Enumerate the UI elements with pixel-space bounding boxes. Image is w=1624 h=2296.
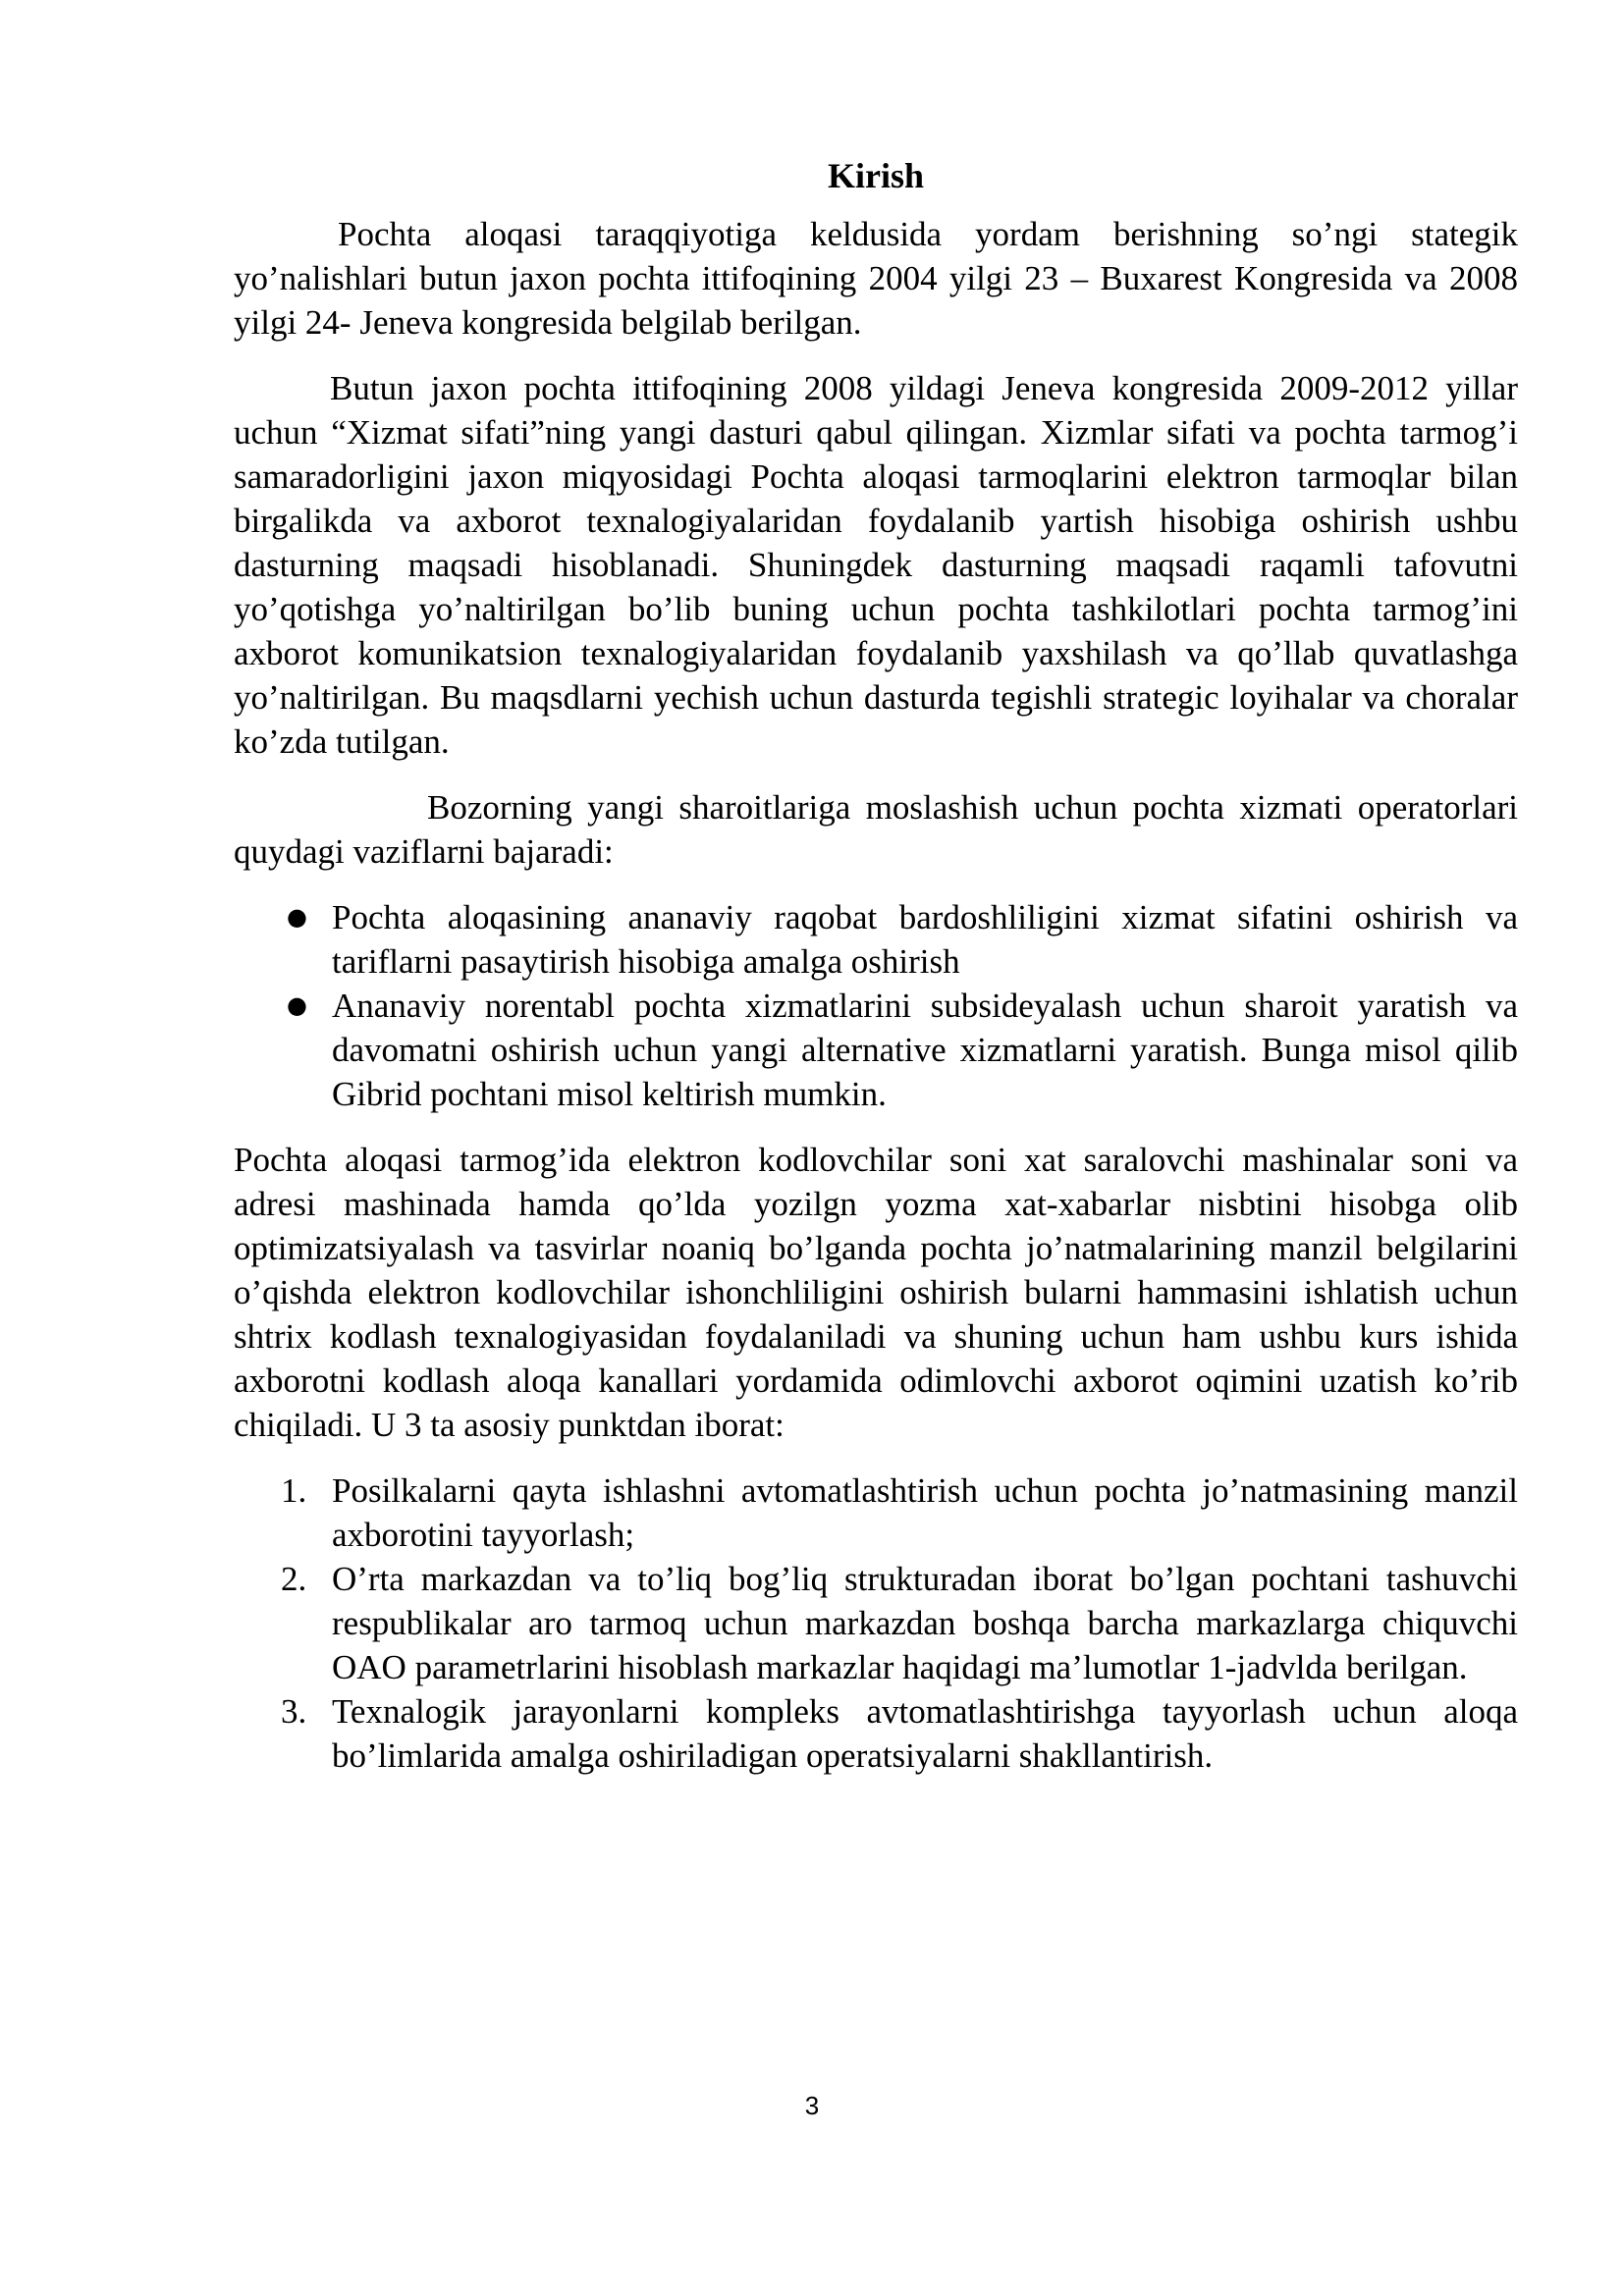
page-number: 3 xyxy=(804,2091,820,2120)
points-numbered-list xyxy=(234,1468,1518,1778)
bullet-item-text: Ananaviy norentabl pochta xizmatlarini subsideyalash uchun sharoit yaratish va davomatni oshirish uchun yangi alternative xizmatlarni yaratish. Bunga misol qilib Gibrid pochtani misol keltirish mumkin. xyxy=(332,987,1518,1113)
numbered-item xyxy=(281,1689,1518,1778)
coding-paragraph: Pochta aloqasi tarmog’ida elektron kodlovchilar soni xat saralovchi mashinalar soni va adresi mashinada hamda qo’lda yozilgn yozma xat-xabarlar nisbtini hisobga olib optimizatsiyalash va tasvirlar noaniq bo’lganda pochta jo’natmalarining manzil belgilarini o’qishda elektron kodlovchilar ishonchliligini oshirish bularni hammasini ishlatish uchun shtrix kodlash texnalogiyasidan foydalaniladi va shuning uchun ham ushbu kurs ishida axborotni kodlash aloqa kanallari yordamida odimlovchi axborot oqimini uzatish ko’rib chiqiladi. U 3 ta asosiy punktdan iborat: xyxy=(234,1141,1518,1444)
numbered-item-text: O’rta markazdan va to’liq bog’liq strukturadan iborat bo’lgan pochtani tashuvchi respublikalar aro tarmoq uchun markazdan boshqa barcha markazlarga chiquvchi OAO parametrlarini hisoblash markazlar haqidagi ma’lumotlar 1-jadvlda berilgan. xyxy=(332,1560,1518,1686)
numbered-item xyxy=(281,1468,1518,1557)
numbered-item-text: Texnalogik jarayonlarni kompleks avtomatlashtirishga tayyorlash uchun aloqa bo’limlarida amalga oshiriladigan operatsiyalarni shakllantirish. xyxy=(332,1692,1518,1775)
document-page xyxy=(234,147,1518,1778)
document-title: Kirish xyxy=(827,156,924,195)
item-number: 2. xyxy=(281,1560,307,1598)
numbered-item xyxy=(281,1557,1518,1689)
item-number: 1. xyxy=(281,1471,307,1510)
market-paragraph: Bozorning yangi sharoitlariga moslashish uchun pochta xizmati operatorlari quydagi vaziflarni bajaradi: xyxy=(234,788,1518,871)
item-number: 3. xyxy=(281,1692,307,1731)
bullet-icon: ● xyxy=(287,991,307,1019)
bullet-icon: ● xyxy=(287,903,307,931)
bullet-item-text: Pochta aloqasining ananaviy raqobat bardoshliligini xizmat sifatini oshirish va tariflarni pasaytirish hisobiga amalga oshirish xyxy=(332,898,1518,981)
bullet-item xyxy=(287,895,1518,984)
congress-paragraph: Butun jaxon pochta ittifoqining 2008 yildagi Jeneva kongresida 2009-2012 yillar uchun “Xizmat sifati”ning yangi dasturi qabul qilingan. Xizmlar sifati va pochta tarmog’i samaradorligini jaxon miqyosidagi Pochta aloqasi tarmoqlarini elektron tarmoqlar bilan birgalikda va axborot texnalogiyalaridan foydalanib yartish hisobiga oshirish ushbu dasturning maqsadi hisoblanadi. Shuningdek dasturning maqsadi raqamli tafovutni yo’qotishga yo’naltirilgan bo’lib buning uchun pochta tashkilotlari pochta tarmog’ini axborot komunikatsion texnalogiyalaridan foydalanib yaxshilash va qo’llab quvatlashga yo’naltirilgan. Bu maqsdlarni yechish uchun dasturda tegishli strategic loyihalar va choralar ko’zda tutilgan. xyxy=(234,369,1518,761)
bullet-item xyxy=(287,984,1518,1116)
intro-paragraph: Pochta aloqasi taraqqiyotiga keldusida yordam berishning so’ngi stategik yo’nalishlari butun jaxon pochta ittifoqining 2004 yilgi 23 – Buxarest Kongresida va 2008 yilgi 24- Jeneva kongresida belgilab berilgan. xyxy=(234,215,1518,342)
numbered-item-text: Posilkalarni qayta ishlashni avtomatlashtirish uchun pochta jo’natmasining manzil axborotini tayyorlash; xyxy=(332,1471,1518,1554)
tasks-bullet-list xyxy=(234,895,1518,1116)
